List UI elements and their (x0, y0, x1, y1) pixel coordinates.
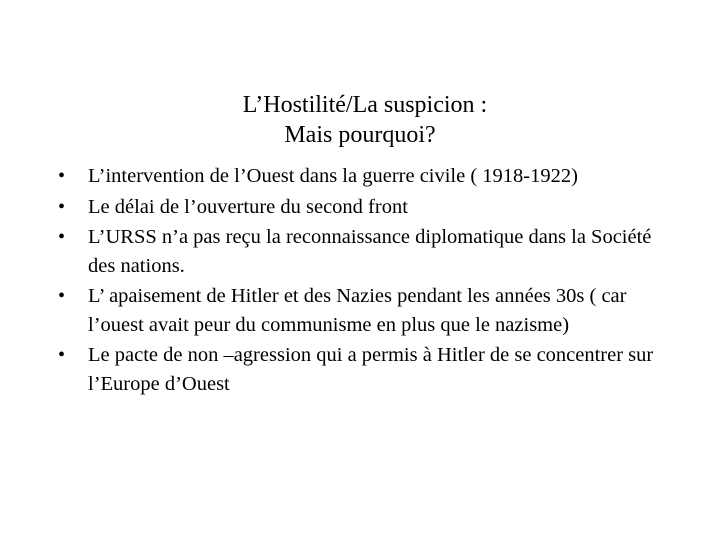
bullet-icon: • (58, 226, 66, 248)
title-line-1: L’Hostilité/La suspicion : (242, 92, 488, 118)
bullet-text: Le pacte de non –agression qui a permis à Hitler de se concentrer sur l’Europe d’Ouest (88, 344, 654, 395)
bullet-item (58, 282, 668, 339)
title-line-2: Mais pourquoi? (284, 122, 436, 148)
bullet-text: L’ apaisement de Hitler et des Nazies pendant les années 30s ( car l’ouest avait peur du communisme en plus que le nazisme) (88, 285, 627, 336)
bullet-list (58, 162, 668, 400)
bullet-text: L’intervention de l’Ouest dans la guerre civile ( 1918-1922) (88, 165, 578, 187)
bullet-icon: • (58, 344, 66, 366)
bullet-icon: • (58, 195, 66, 218)
bullet-text: Le délai de l’ouverture du second front (88, 195, 408, 218)
bullet-icon: • (58, 165, 66, 187)
bullet-item (58, 341, 668, 398)
bullet-text: L’URSS n’a pas reçu la reconnaissance diplomatique dans la Société des nations. (88, 226, 652, 277)
bullet-icon: • (58, 285, 66, 307)
bullet-item (58, 193, 668, 222)
bullet-item (58, 162, 668, 191)
slide-title (0, 90, 720, 150)
bullet-item (58, 223, 668, 280)
